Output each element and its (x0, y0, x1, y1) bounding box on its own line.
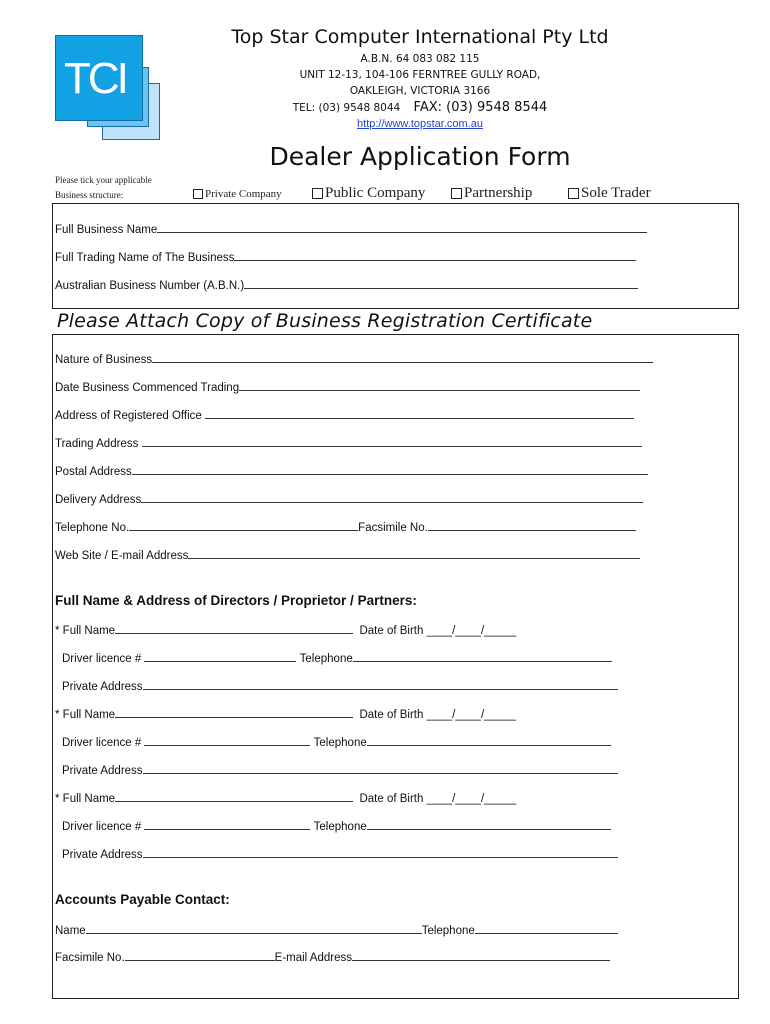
checkbox-icon[interactable] (451, 188, 462, 199)
private-address-label: Private Address (62, 849, 143, 861)
option-label: Sole Trader (581, 185, 651, 201)
telephone-label: Telephone (313, 737, 367, 749)
director-3-licence-row (62, 819, 611, 833)
website-email-field[interactable] (55, 548, 640, 562)
field-label: Web Site / E-mail Address (55, 550, 189, 562)
facsimile-entry-line[interactable] (125, 950, 275, 961)
dob-label: Date of Birth (359, 793, 424, 805)
field-label: Australian Business Number (A.B.N.) (55, 280, 245, 292)
field-label: Date Business Commenced Trading (55, 382, 240, 394)
telephone-entry-line[interactable] (129, 520, 358, 531)
full-name-entry-line[interactable] (115, 791, 353, 802)
facsimile-label: Facsimile No. (55, 952, 125, 964)
dob-label: Date of Birth (359, 709, 424, 721)
entry-line[interactable] (244, 278, 638, 289)
name-entry-line[interactable] (86, 923, 422, 934)
director-2-address-row (62, 763, 618, 777)
telephone-label: Telephone (313, 821, 367, 833)
field-label: Full Trading Name of The Business (55, 252, 235, 264)
field-label: Nature of Business (55, 354, 153, 366)
full-name-entry-line[interactable] (115, 623, 353, 634)
entry-line[interactable] (141, 492, 643, 503)
director-1-address-row (62, 679, 618, 693)
attach-certificate-notice: Please Attach Copy of Business Registration Certificate (57, 310, 593, 332)
field-label: Full Business Name (55, 224, 158, 236)
telephone-entry-line[interactable] (367, 819, 611, 830)
accounts-payable-heading: Accounts Payable Contact: (55, 892, 230, 907)
structure-note-2: Business structure: (55, 190, 124, 200)
option-public-company[interactable] (312, 185, 425, 202)
telephone-entry-line[interactable] (475, 923, 618, 934)
nature-of-business-field[interactable] (55, 352, 653, 366)
full-name-label: * Full Name (55, 709, 116, 721)
full-name-entry-line[interactable] (115, 707, 353, 718)
option-sole-trader[interactable] (568, 185, 651, 202)
company-name: Top Star Computer International Pty Ltd (231, 26, 609, 48)
full-name-label: * Full Name (55, 793, 116, 805)
entry-line[interactable] (157, 222, 647, 233)
entry-line[interactable] (152, 352, 653, 363)
licence-label: Driver licence # (62, 737, 142, 749)
contact-line (190, 100, 650, 115)
dob-entry[interactable]: ____/____/_____ (426, 625, 517, 637)
directors-heading: Full Name & Address of Directors / Proprietor / Partners: (55, 593, 417, 608)
option-label: Private Company (205, 188, 282, 200)
address-line-1: UNIT 12-13, 104-106 FERNTREE GULLY ROAD, (299, 69, 541, 81)
licence-label: Driver licence # (62, 653, 142, 665)
email-entry-line[interactable] (352, 950, 610, 961)
full-name-label: * Full Name (55, 625, 116, 637)
telephone-label: Telephone (421, 925, 475, 937)
full-business-name-field[interactable] (55, 222, 647, 236)
entry-line[interactable] (142, 436, 642, 447)
entry-line[interactable] (188, 548, 640, 559)
director-3-name-row (55, 791, 516, 805)
option-label: Partnership (464, 185, 533, 201)
private-address-entry-line[interactable] (143, 847, 618, 858)
abn-field[interactable] (55, 278, 638, 292)
checkbox-icon[interactable] (312, 188, 323, 199)
private-address-label: Private Address (62, 765, 143, 777)
director-2-name-row (55, 707, 516, 721)
private-address-entry-line[interactable] (143, 763, 618, 774)
director-2-licence-row (62, 735, 611, 749)
licence-entry-line[interactable] (144, 819, 310, 830)
telephone-entry-line[interactable] (367, 735, 611, 746)
accounts-name-row (55, 923, 618, 937)
logo-text: TCI (64, 54, 126, 103)
registered-office-field[interactable] (55, 408, 634, 422)
accounts-fax-row (55, 950, 610, 964)
private-address-label: Private Address (62, 681, 143, 693)
company-logo (55, 35, 167, 143)
licence-entry-line[interactable] (144, 735, 310, 746)
licence-label: Driver licence # (62, 821, 142, 833)
trading-name-field[interactable] (55, 250, 636, 264)
checkbox-icon[interactable] (193, 189, 203, 199)
facsimile-label: Facsimile No. (358, 522, 428, 534)
entry-line[interactable] (239, 380, 640, 391)
website-link[interactable]: http://www.topstar.com.au (357, 118, 483, 130)
telephone-entry-line[interactable] (353, 651, 612, 662)
field-label: Address of Registered Office (55, 410, 202, 422)
option-private-company[interactable] (193, 188, 282, 200)
logo-square-main (55, 35, 143, 121)
checkbox-icon[interactable] (568, 188, 579, 199)
field-label: Delivery Address (55, 494, 142, 506)
dob-entry[interactable]: ____/____/_____ (426, 709, 517, 721)
abn: A.B.N. 64 083 082 115 (360, 53, 480, 65)
structure-note-1: Please tick your applicable (55, 175, 152, 185)
telephone-number: TEL: (03) 9548 8044 (292, 102, 401, 114)
fax-number: FAX: (03) 9548 8544 (413, 100, 548, 115)
licence-entry-line[interactable] (144, 651, 296, 662)
option-partnership[interactable] (451, 185, 532, 202)
entry-line[interactable] (132, 464, 648, 475)
entry-line[interactable] (205, 408, 634, 419)
director-3-address-row (62, 847, 618, 861)
postal-address-field[interactable] (55, 464, 648, 478)
field-label: Trading Address (55, 438, 139, 450)
date-commenced-field[interactable] (55, 380, 640, 394)
director-1-name-row (55, 623, 516, 637)
telephone-fax-row (55, 520, 636, 534)
delivery-address-field[interactable] (55, 492, 643, 506)
telephone-label: Telephone No. (55, 522, 130, 534)
entry-line[interactable] (234, 250, 636, 261)
field-label: Postal Address (55, 466, 132, 478)
dob-entry[interactable]: ____/____/_____ (426, 793, 517, 805)
facsimile-entry-line[interactable] (428, 520, 636, 531)
form-title: Dealer Application Form (269, 142, 571, 171)
option-label: Public Company (325, 185, 426, 201)
website-line (190, 118, 650, 130)
address-line-2: OAKLEIGH, VICTORIA 3166 (349, 85, 491, 97)
private-address-entry-line[interactable] (143, 679, 618, 690)
director-1-licence-row (62, 651, 612, 665)
dob-label: Date of Birth (359, 625, 424, 637)
email-label: E-mail Address (274, 952, 352, 964)
name-label: Name (55, 925, 86, 937)
telephone-label: Telephone (299, 653, 353, 665)
trading-address-field[interactable] (55, 436, 642, 450)
